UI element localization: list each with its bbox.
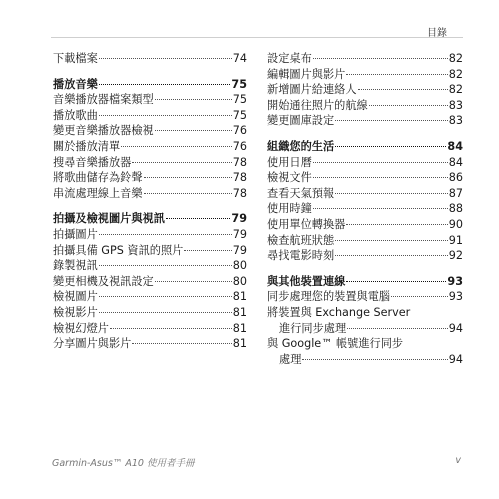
toc-entry-page-number: 84 bbox=[447, 139, 463, 153]
dot-leader bbox=[99, 234, 232, 235]
toc-entry-page-number: 79 bbox=[232, 243, 247, 257]
toc-entry-label: 新增圖片給連絡人 bbox=[267, 83, 357, 97]
toc-section-heading[interactable] bbox=[267, 274, 463, 290]
dot-leader bbox=[335, 255, 448, 256]
toc-entry-page-number: 75 bbox=[232, 108, 247, 122]
dot-leader bbox=[313, 58, 448, 59]
dot-leader bbox=[132, 162, 231, 163]
toc-entry-label: 拍攝及檢視圖片與視訊 bbox=[53, 212, 165, 226]
toc-entry[interactable] bbox=[53, 92, 247, 108]
toc-entry-page-number: 94 bbox=[448, 352, 463, 366]
toc-entry-page-number: 74 bbox=[232, 52, 247, 65]
toc-entry-page-number: 86 bbox=[448, 171, 463, 185]
toc-entry-label: 播放音樂 bbox=[53, 77, 98, 91]
footer-page-number: v bbox=[455, 455, 461, 466]
toc-entry[interactable] bbox=[53, 123, 247, 139]
dot-leader bbox=[313, 177, 448, 178]
dot-leader bbox=[346, 224, 447, 225]
toc-section-heading[interactable] bbox=[53, 77, 247, 93]
toc-entry[interactable] bbox=[267, 217, 463, 233]
toc-entry-page-number: 83 bbox=[448, 114, 463, 128]
dot-leader bbox=[144, 177, 232, 178]
toc-entry[interactable] bbox=[53, 155, 247, 171]
dot-leader bbox=[99, 296, 232, 297]
toc-entry[interactable] bbox=[267, 233, 463, 249]
dot-leader bbox=[99, 265, 232, 266]
toc-entry-label: 變更相機及視訊設定 bbox=[53, 274, 154, 288]
toc-entry-page-number: 83 bbox=[448, 98, 463, 112]
dot-leader bbox=[99, 84, 231, 85]
dot-leader bbox=[335, 120, 448, 121]
toc-entry[interactable] bbox=[53, 186, 247, 202]
dot-leader bbox=[391, 296, 448, 297]
toc-entry-page-number: 78 bbox=[232, 186, 247, 200]
dot-leader bbox=[121, 146, 232, 147]
toc-left-column bbox=[53, 51, 247, 352]
toc-entry-page-number: 81 bbox=[232, 305, 247, 319]
toc-entry-page-number: 82 bbox=[448, 52, 463, 65]
toc-entry-label: 關於播放清單 bbox=[53, 139, 121, 153]
toc-entry[interactable] bbox=[267, 155, 463, 171]
dot-leader bbox=[155, 281, 232, 282]
toc-entry-label: 與其他裝置連線 bbox=[267, 274, 346, 288]
dot-leader bbox=[184, 250, 231, 251]
toc-entry[interactable] bbox=[53, 139, 247, 155]
toc-entry-label: 與 Google™ 帳號進行同步 bbox=[267, 337, 404, 351]
toc-entry-label: 使用單位轉換器 bbox=[267, 217, 346, 231]
toc-entry-label: 搜尋音樂播放器 bbox=[53, 155, 132, 169]
dot-leader bbox=[358, 89, 448, 90]
toc-entry-label: 串流處理線上音樂 bbox=[53, 186, 143, 200]
toc-entry-page-number: 81 bbox=[232, 321, 247, 335]
toc-entry[interactable] bbox=[267, 352, 463, 368]
dot-leader bbox=[346, 281, 446, 282]
toc-entry-page-number: 82 bbox=[448, 67, 463, 81]
toc-entry-label: 處理 bbox=[279, 352, 302, 366]
toc-entry[interactable] bbox=[267, 289, 463, 305]
toc-entry[interactable] bbox=[53, 321, 247, 337]
toc-entry-label: 分享圖片與影片 bbox=[53, 337, 132, 351]
toc-entry[interactable] bbox=[267, 51, 463, 67]
header-divider bbox=[51, 37, 463, 38]
dot-leader bbox=[346, 74, 447, 75]
toc-entry-label: 使用時鐘 bbox=[267, 202, 312, 216]
toc-entry-label: 將裝置與 Exchange Server bbox=[267, 305, 411, 319]
toc-entry-page-number: 92 bbox=[448, 249, 463, 263]
toc-entry-label: 播放歌曲 bbox=[53, 108, 98, 122]
dot-leader bbox=[166, 218, 231, 219]
dot-leader bbox=[99, 115, 232, 116]
toc-entry-label: 尋找電影時刻 bbox=[267, 249, 335, 263]
toc-entry-page-number: 75 bbox=[231, 77, 247, 91]
toc-entry[interactable] bbox=[53, 243, 247, 259]
dot-leader bbox=[155, 99, 232, 100]
toc-entry[interactable] bbox=[267, 170, 463, 186]
toc-entry-page-number: 93 bbox=[448, 290, 463, 304]
toc-entry[interactable] bbox=[53, 305, 247, 321]
toc-entry-page-number: 80 bbox=[232, 259, 247, 273]
toc-entry[interactable] bbox=[267, 336, 463, 352]
toc-entry-label: 檢查航班狀態 bbox=[267, 233, 335, 247]
toc-entry-label: 變更圖庫設定 bbox=[267, 114, 335, 128]
dot-leader bbox=[335, 193, 448, 194]
toc-entry-page-number: 78 bbox=[232, 155, 247, 169]
toc-entry-label: 編輯圖片與影片 bbox=[267, 67, 346, 81]
toc-entry-page-number: 81 bbox=[232, 290, 247, 304]
toc-entry-page-number: 91 bbox=[448, 233, 463, 247]
toc-entry-page-number: 76 bbox=[232, 124, 247, 138]
toc-entry[interactable] bbox=[53, 258, 247, 274]
toc-entry[interactable] bbox=[267, 201, 463, 217]
toc-entry-label: 進行同步處理 bbox=[279, 321, 347, 335]
toc-entry-page-number: 88 bbox=[448, 202, 463, 216]
toc-entry-page-number: 78 bbox=[232, 171, 247, 185]
toc-entry[interactable] bbox=[267, 305, 463, 321]
toc-entry[interactable] bbox=[267, 248, 463, 264]
toc-entry[interactable] bbox=[53, 51, 247, 67]
toc-entry[interactable] bbox=[267, 113, 463, 129]
dot-leader bbox=[110, 328, 232, 329]
toc-entry[interactable] bbox=[267, 82, 463, 98]
toc-entry[interactable] bbox=[53, 108, 247, 124]
toc-section-heading[interactable] bbox=[267, 139, 463, 155]
toc-entry-page-number: 79 bbox=[231, 212, 247, 226]
toc-entry-page-number: 76 bbox=[232, 139, 247, 153]
toc-entry[interactable] bbox=[53, 170, 247, 186]
toc-entry[interactable] bbox=[267, 98, 463, 114]
dot-leader bbox=[302, 359, 447, 360]
toc-entry-page-number: 90 bbox=[448, 217, 463, 231]
toc-entry[interactable] bbox=[53, 336, 247, 352]
toc-entry-label: 檢視圖片 bbox=[53, 290, 98, 304]
toc-entry-page-number: 93 bbox=[447, 274, 463, 288]
toc-entry-page-number: 81 bbox=[232, 337, 247, 351]
footer-manual-title: Garmin-Asus™ A10 使用者手冊 bbox=[52, 458, 195, 469]
dot-leader bbox=[347, 328, 448, 329]
toc-entry-label: 變更音樂播放器檢視 bbox=[53, 124, 154, 138]
dot-leader bbox=[335, 240, 448, 241]
toc-entry-label: 設定桌布 bbox=[267, 52, 312, 65]
toc-entry-label: 開始通往照片的航線 bbox=[267, 98, 368, 112]
toc-entry-label: 查看天氣預報 bbox=[267, 186, 335, 200]
dot-leader bbox=[155, 130, 232, 131]
dot-leader bbox=[313, 162, 448, 163]
toc-entry-label: 將歌曲儲存為鈴聲 bbox=[53, 171, 143, 185]
toc-entry[interactable] bbox=[267, 321, 463, 337]
dot-leader bbox=[99, 312, 232, 313]
toc-entry[interactable] bbox=[267, 186, 463, 202]
toc-entry-page-number: 87 bbox=[448, 186, 463, 200]
toc-entry-page-number: 80 bbox=[232, 274, 247, 288]
toc-entry-label: 拍攝具備 GPS 資訊的照片 bbox=[53, 243, 184, 257]
section-title: 目錄 bbox=[427, 28, 447, 39]
toc-entry-label: 檢視幻燈片 bbox=[53, 321, 109, 335]
toc-right-column bbox=[267, 51, 463, 367]
toc-entry-page-number: 84 bbox=[448, 155, 463, 169]
toc-entry-label: 下載檔案 bbox=[53, 52, 98, 65]
dot-leader bbox=[132, 343, 231, 344]
toc-entry[interactable] bbox=[53, 227, 247, 243]
dot-leader bbox=[144, 193, 232, 194]
toc-entry-label: 使用日曆 bbox=[267, 155, 312, 169]
toc-entry-page-number: 75 bbox=[232, 93, 247, 107]
toc-entry-label: 拍攝圖片 bbox=[53, 227, 98, 241]
toc-entry-label: 檢視影片 bbox=[53, 305, 98, 319]
toc-entry-page-number: 82 bbox=[448, 83, 463, 97]
dot-leader bbox=[99, 58, 232, 59]
toc-entry-label: 檢視文件 bbox=[267, 171, 312, 185]
toc-entry-page-number: 79 bbox=[232, 227, 247, 241]
dot-leader bbox=[335, 146, 446, 147]
toc-entry-page-number: 94 bbox=[448, 321, 463, 335]
toc-entry[interactable] bbox=[53, 289, 247, 305]
toc-entry[interactable] bbox=[53, 274, 247, 290]
dot-leader bbox=[369, 105, 448, 106]
toc-entry-label: 音樂播放器檔案類型 bbox=[53, 93, 154, 107]
toc-entry-label: 組織您的生活 bbox=[267, 139, 335, 153]
toc-entry[interactable] bbox=[267, 67, 463, 83]
toc-section-heading[interactable] bbox=[53, 211, 247, 227]
toc-entry-label: 錄製視訊 bbox=[53, 259, 98, 273]
toc-entry-label: 同步處理您的裝置與電腦 bbox=[267, 290, 391, 304]
dot-leader bbox=[313, 208, 448, 209]
